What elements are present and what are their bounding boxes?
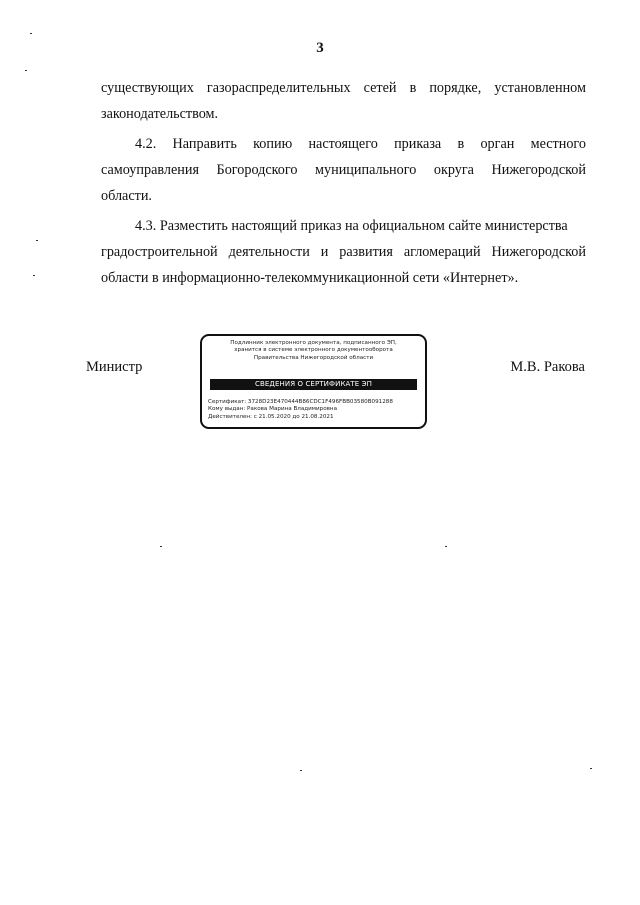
word: сетей bbox=[363, 80, 397, 96]
p2-line-1 bbox=[101, 131, 586, 157]
scan-speck bbox=[36, 240, 38, 241]
word: самоуправления bbox=[101, 162, 199, 178]
word: Нижегородской bbox=[491, 244, 586, 260]
page-number: 3 bbox=[316, 40, 324, 56]
scan-speck bbox=[160, 546, 162, 547]
word: установленном bbox=[494, 80, 586, 96]
scan-speck bbox=[590, 768, 592, 769]
word: местного bbox=[530, 136, 586, 152]
word: развития bbox=[339, 244, 393, 260]
word: округа bbox=[433, 162, 474, 178]
stamp-header-line: хранится в системе электронного документооборота bbox=[234, 347, 393, 354]
signer-name: М.В. Ракова bbox=[510, 359, 585, 375]
p3-line-1 bbox=[101, 213, 586, 239]
scan-speck bbox=[25, 70, 27, 71]
word: порядке, bbox=[429, 80, 482, 96]
word: существующих bbox=[101, 80, 194, 96]
stamp-header-line: Правительства Нижегородской области bbox=[253, 354, 374, 361]
certificate-details bbox=[208, 399, 421, 421]
paragraph-4-3 bbox=[101, 213, 586, 291]
word: приказа bbox=[394, 136, 442, 152]
word: Богородского bbox=[216, 162, 298, 178]
word: 4.3. Разместить настоящий приказ на официальном сайте министерства bbox=[135, 218, 568, 234]
certificate-number: Сертификат: 3728D23E470444B86CDC1F496FBB03580B091288 bbox=[208, 399, 393, 405]
p2-line-3: области. bbox=[101, 188, 152, 204]
p2-line-2 bbox=[101, 157, 586, 183]
scan-speck bbox=[300, 770, 302, 771]
p3-line-2 bbox=[101, 239, 586, 265]
scan-speck bbox=[445, 546, 447, 547]
word: в bbox=[457, 136, 465, 152]
word: орган bbox=[480, 136, 515, 152]
word: газораспределительных bbox=[206, 80, 351, 96]
word: настоящего bbox=[308, 136, 378, 152]
word: Нижегородской bbox=[491, 162, 586, 178]
word: 4.2. bbox=[135, 136, 157, 152]
word: деятельности bbox=[228, 244, 310, 260]
scan-speck bbox=[33, 275, 35, 276]
word: Направить bbox=[172, 136, 237, 152]
paragraph-4-2 bbox=[101, 131, 586, 209]
stamp-header-line: Подлинник электронного документа, подписанного ЭП, bbox=[230, 340, 397, 346]
stamp-header bbox=[202, 340, 425, 362]
word: копию bbox=[253, 136, 293, 152]
word: муниципального bbox=[315, 162, 417, 178]
certificate-validity: Действителен: с 21.05.2020 до 21.08.2021 bbox=[208, 413, 334, 420]
scan-speck bbox=[30, 33, 32, 34]
p3-line-3: области в информационно-телекоммуникационной сети «Интернет». bbox=[101, 270, 519, 286]
p1-line-2: законодательством. bbox=[101, 106, 219, 122]
word: градостроительной bbox=[101, 244, 218, 260]
p1-line-1 bbox=[101, 75, 586, 101]
electronic-signature-stamp bbox=[200, 334, 427, 429]
word: в bbox=[409, 80, 417, 96]
certificate-info-bar: СВЕДЕНИЯ О СЕРТИФИКАТЕ ЭП bbox=[210, 379, 417, 390]
certificate-owner: Кому выдан: Ракова Марина Владимировна bbox=[208, 406, 337, 413]
word: агломераций bbox=[403, 244, 481, 260]
signer-title: Министр bbox=[86, 359, 143, 375]
paragraph-continuation bbox=[101, 75, 586, 127]
word: и bbox=[320, 244, 329, 260]
